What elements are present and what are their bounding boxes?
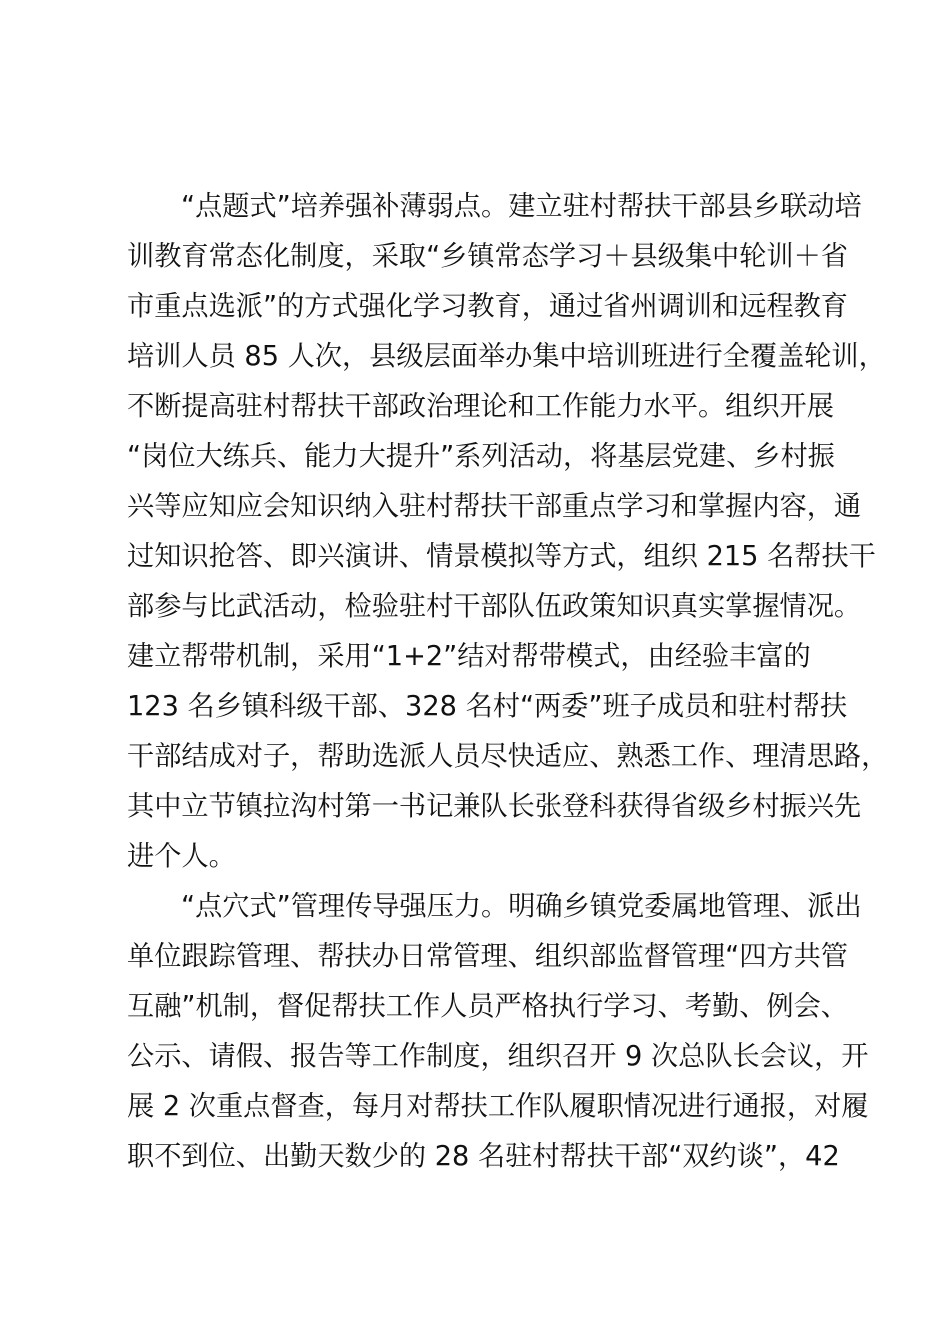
- paragraph-1-line-5: 不断提高驻村帮扶干部政治理论和工作能力水平。组织开展: [127, 391, 834, 422]
- paragraph-1-line-12: 干部结成对子，帮助选派人员尽快适应、熟悉工作、理清思路，: [127, 741, 889, 772]
- paragraph-1-line-9: 部参与比武活动，检验驻村干部队伍政策知识真实掌握情况。: [127, 591, 862, 622]
- paragraph-1-line-11: 123 名乡镇科级干部、328 名村“两委”班子成员和驻村帮扶: [127, 691, 848, 722]
- paragraph-2-line-2: 单位跟踪管理、帮扶办日常管理、组织部监督管理“四方共管: [127, 941, 848, 972]
- paragraph-2-line-1: “点穴式”管理传导强压力。明确乡镇党委属地管理、派出: [181, 891, 862, 922]
- paragraph-1-line-3: 市重点选派”的方式强化学习教育，通过省州调训和远程教育: [127, 291, 848, 322]
- paragraph-1-line-6: “岗位大练兵、能力大提升”系列活动，将基层党建、乡村振: [127, 441, 835, 472]
- paragraph-1-line-8: 过知识抢答、即兴演讲、情景模拟等方式，组织 215 名帮扶干: [127, 541, 876, 572]
- paragraph-2-line-3: 互融”机制，督促帮扶工作人员严格执行学习、考勤、例会、: [127, 991, 848, 1022]
- paragraph-1-line-13: 其中立节镇拉沟村第一书记兼队长张登科获得省级乡村振兴先: [127, 791, 862, 822]
- paragraph-1-line-7: 兴等应知应会知识纳入驻村帮扶干部重点学习和掌握内容，通: [127, 491, 862, 522]
- paragraph-1-line-4: 培训人员 85 人次，县级层面举办集中培训班进行全覆盖轮训，: [127, 341, 886, 372]
- paragraph-2-line-6: 职不到位、出勤天数少的 28 名驻村帮扶干部“双约谈”，42: [127, 1141, 840, 1172]
- paragraph-1-line-14: 进个人。: [127, 841, 236, 872]
- paragraph-1-line-10: 建立帮带机制，采用“1+2”结对帮带模式，由经验丰富的: [127, 641, 811, 672]
- paragraph-1-line-1: “点题式”培养强补薄弱点。建立驻村帮扶干部县乡联动培: [181, 191, 862, 222]
- paragraph-2-line-5: 展 2 次重点督查，每月对帮扶工作队履职情况进行通报，对履: [127, 1091, 869, 1122]
- paragraph-1-line-2: 训教育常态化制度，采取“乡镇常态学习＋县级集中轮训＋省: [127, 241, 848, 272]
- paragraph-2-line-4: 公示、请假、报告等工作制度，组织召开 9 次总队长会议，开: [127, 1041, 869, 1072]
